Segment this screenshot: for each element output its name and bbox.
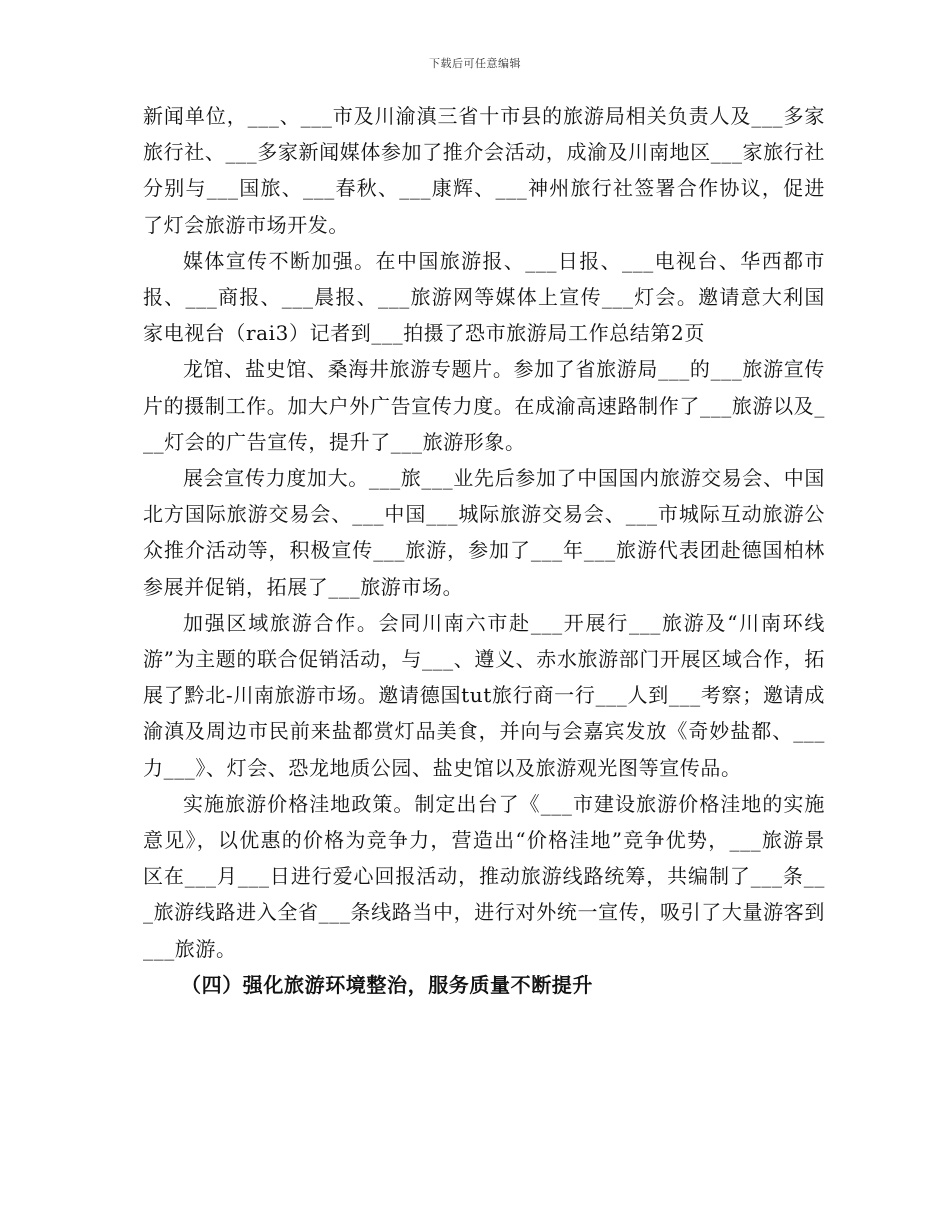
section-heading: （四）强化旅游环境整治，服务质量不断提升 [181, 972, 593, 997]
paragraph-continuation: 新闻单位，___、___市及川渝滇三省十市县的旅游局相关负责人及___多家旅行社、___多家新闻媒体参加了推介会活动，成渝及川南地区___家旅行社分别与___国旅、___春秋、___康辉、___神州旅行社签署合作协议，促进了灯会旅游市场开发。 [143, 104, 825, 237]
paragraph-media-promotion: 媒体宣传不断加强。在中国旅游报、___日报、___电视台、华西都市报、___商报、___晨报、___旅游网等媒体上宣传___灯会。邀请意大利国家电视台（rai3）记者到___拍摄了恐市旅游局工作总结第2页 [143, 248, 825, 346]
document-body [143, 98, 825, 1003]
paragraph-regional-cooperation: 加强区域旅游合作。会同川南六市赴___开展行___旅游及“川南环线游”为主题的联合促销活动，与___、遵义、赤水旅游部门开展区域合作，拓展了黔北-川南旅游市场。邀请德国tut旅行商一行___人到___考察；邀请成渝滇及周边市民前来盐都赏灯品美食，并向与会嘉宾发放《奇妙盐都、___力___》、灯会、恐龙地质公园、盐史馆以及旅游观光图等宣传品。 [143, 610, 825, 780]
paragraph-exhibitions: 展会宣传力度加大。___旅___业先后参加了中国国内旅游交易会、中国北方国际旅游交易会、___中国___城际旅游交易会、___市城际互动旅游公众推介活动等，积极宣传___旅游，参加了___年___旅游代表团赴德国柏林参展并促销，拓展了___旅游市场。 [143, 466, 825, 599]
page-header: 下载后可任意编辑 [429, 57, 521, 70]
paragraph-price-policy: 实施旅游价格洼地政策。制定出台了《___市建设旅游价格洼地的实施意见》，以优惠的价格为竞争力，营造出“价格洼地”竞争优势，___旅游景区在___月___日进行爱心回报活动，推动旅游线路统筹，共编制了___条___旅游线路进入全省___条线路当中，进行对外统一宣传，吸引了大量游客到___旅游。 [143, 791, 825, 961]
paragraph-promo-films: 龙馆、盐史馆、桑海井旅游专题片。参加了省旅游局___的___旅游宣传片的摄制工作。加大户外广告宣传力度。在成渝高速路制作了___旅游以及___灯会的广告宣传，提升了___旅游形象。 [143, 357, 825, 454]
